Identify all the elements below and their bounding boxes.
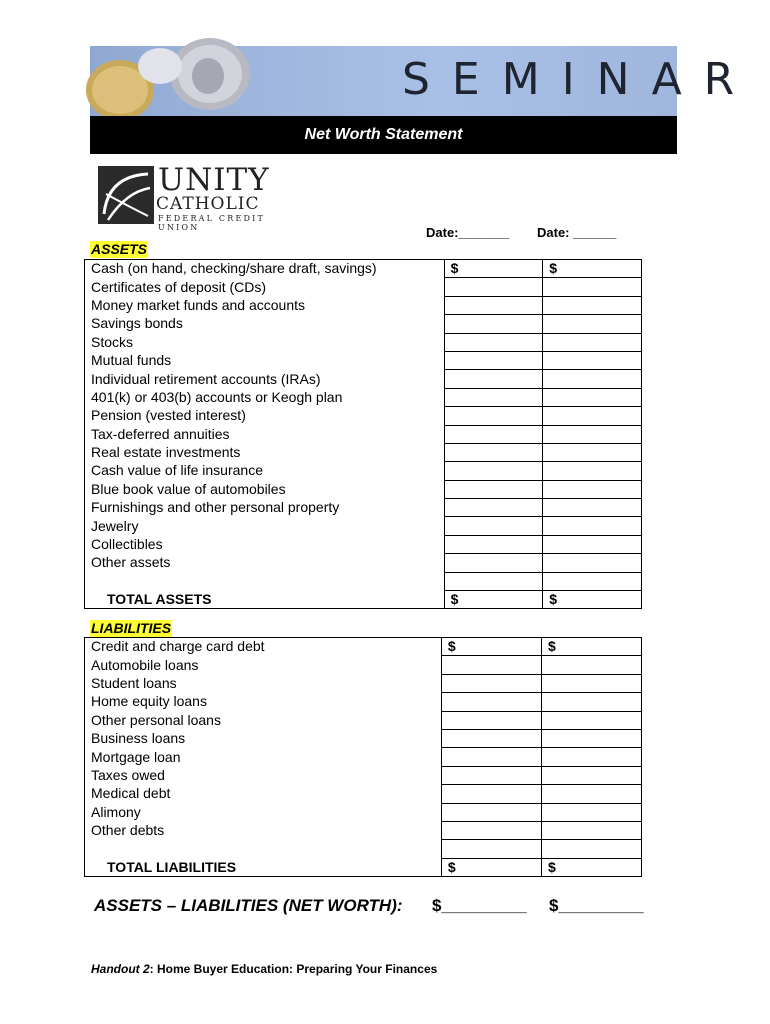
liabilities-amount-cell-1[interactable] (441, 858, 541, 876)
assets-item-label: Cash (on hand, checking/share draft, savings) (85, 260, 445, 278)
assets-amount-cell-1[interactable] (444, 333, 543, 351)
assets-item-label: Mutual funds (85, 351, 445, 369)
liabilities-amount-cell-2[interactable] (541, 693, 641, 711)
assets-amount-cell-1[interactable] (444, 296, 543, 314)
table-row (85, 554, 642, 572)
seminar-banner (90, 46, 757, 116)
assets-amount-cell-1[interactable] (444, 425, 543, 443)
assets-item-label: Tax-deferred annuities (85, 425, 445, 443)
footer-text: : Home Buyer Education: Preparing Your Finances (149, 962, 438, 976)
assets-amount-cell-2[interactable] (543, 278, 642, 296)
banner-title: SEMINAR (402, 54, 757, 105)
assets-table (84, 259, 642, 609)
assets-heading: ASSETS (91, 241, 148, 257)
table-row (85, 674, 642, 692)
footer (91, 962, 437, 976)
liabilities-table (84, 637, 642, 877)
assets-amount-cell-1[interactable] (444, 260, 543, 278)
liabilities-total-row (85, 858, 642, 876)
liabilities-item-label: Taxes owed (85, 766, 442, 784)
table-row (85, 785, 642, 803)
assets-item-label: Other assets (85, 554, 445, 572)
assets-item-label: Furnishings and other personal property (85, 499, 445, 517)
dollar-sign: $ (447, 858, 456, 875)
assets-amount-cell-1[interactable] (444, 591, 543, 609)
liabilities-amount-cell-1[interactable] (441, 638, 541, 656)
table-row (85, 693, 642, 711)
liabilities-amount-cell-2[interactable] (541, 840, 641, 858)
assets-item-label: Certificates of deposit (CDs) (85, 278, 445, 296)
liabilities-amount-cell-1[interactable] (441, 766, 541, 784)
logo-catholic: CATHOLIC (156, 194, 260, 214)
liabilities-amount-cell-2[interactable] (541, 711, 641, 729)
table-row (85, 388, 642, 406)
liabilities-amount-cell-1[interactable] (441, 693, 541, 711)
assets-amount-cell-2[interactable] (543, 370, 642, 388)
assets-amount-cell-2[interactable] (543, 407, 642, 425)
liabilities-amount-cell-1[interactable] (441, 748, 541, 766)
liabilities-item-label: Student loans (85, 674, 442, 692)
assets-amount-cell-1[interactable] (444, 278, 543, 296)
net-worth-label: ASSETS – LIABILITIES (NET WORTH): (94, 896, 403, 915)
assets-amount-cell-2[interactable] (543, 333, 642, 351)
blank-cell (85, 840, 442, 858)
assets-amount-cell-2[interactable] (543, 443, 642, 461)
assets-amount-cell-2[interactable] (543, 591, 642, 609)
assets-amount-cell-1[interactable] (444, 554, 543, 572)
table-row (85, 638, 642, 656)
table-row (85, 333, 642, 351)
unity-catholic-logo (98, 162, 278, 232)
dollar-sign: $ (547, 638, 556, 655)
assets-amount-cell-1[interactable] (444, 351, 543, 369)
liabilities-amount-cell-2[interactable] (541, 803, 641, 821)
table-row (85, 729, 642, 747)
table-row (85, 443, 642, 461)
logo-mark-icon (98, 166, 154, 224)
net-worth-col1: $_________ (432, 896, 527, 915)
liabilities-amount-cell-2[interactable] (541, 766, 641, 784)
liabilities-heading: LIABILITIES (91, 620, 172, 636)
dollar-sign: $ (447, 638, 456, 655)
assets-amount-cell-2[interactable] (543, 425, 642, 443)
assets-item-label: Collectibles (85, 535, 445, 553)
assets-amount-cell-2[interactable] (543, 315, 642, 333)
liabilities-item-label: Mortgage loan (85, 748, 442, 766)
assets-amount-cell-2[interactable] (543, 296, 642, 314)
assets-amount-cell-1[interactable] (444, 535, 543, 553)
table-row (85, 656, 642, 674)
assets-item-label: Blue book value of automobiles (85, 480, 445, 498)
liabilities-amount-cell-2[interactable] (541, 858, 641, 876)
assets-item-label: Jewelry (85, 517, 445, 535)
assets-amount-cell-1[interactable] (444, 480, 543, 498)
liabilities-amount-cell-2[interactable] (541, 748, 641, 766)
assets-amount-cell-1[interactable] (444, 370, 543, 388)
liabilities-amount-cell-1[interactable] (441, 821, 541, 839)
assets-amount-cell-1[interactable] (444, 517, 543, 535)
table-row (85, 803, 642, 821)
table-row (85, 711, 642, 729)
table-row (85, 748, 642, 766)
liabilities-item-label: Credit and charge card debt (85, 638, 442, 656)
assets-amount-cell-2[interactable] (543, 572, 642, 590)
footer-handout: Handout 2 (91, 962, 150, 976)
date-col1: Date:_______ (426, 225, 510, 240)
liabilities-amount-cell-2[interactable] (541, 656, 641, 674)
dollar-sign: $ (547, 858, 556, 875)
assets-item-label: Money market funds and accounts (85, 296, 445, 314)
assets-amount-cell-1[interactable] (444, 443, 543, 461)
assets-amount-cell-2[interactable] (543, 260, 642, 278)
assets-amount-cell-1[interactable] (444, 499, 543, 517)
dollar-sign: $ (549, 260, 558, 277)
table-row (85, 370, 642, 388)
dollar-sign: $ (549, 591, 558, 608)
liabilities-item-label: Other debts (85, 821, 442, 839)
liabilities-item-label: Business loans (85, 729, 442, 747)
liabilities-amount-cell-1[interactable] (441, 729, 541, 747)
table-row (85, 260, 642, 278)
dollar-sign: $ (450, 591, 459, 608)
liabilities-item-label: Other personal loans (85, 711, 442, 729)
liabilities-amount-cell-1[interactable] (441, 674, 541, 692)
assets-amount-cell-2[interactable] (543, 517, 642, 535)
assets-amount-cell-2[interactable] (543, 480, 642, 498)
table-row (85, 480, 642, 498)
table-row (85, 462, 642, 480)
assets-item-label: Savings bonds (85, 315, 445, 333)
liabilities-item-label: Automobile loans (85, 656, 442, 674)
table-row (85, 278, 642, 296)
table-row (85, 840, 642, 858)
liabilities-amount-cell-1[interactable] (441, 785, 541, 803)
liabilities-item-label: Medical debt (85, 785, 442, 803)
assets-item-label: Real estate investments (85, 443, 445, 461)
table-row (85, 821, 642, 839)
coins-image (90, 46, 260, 116)
date-col2: Date: ______ (537, 225, 617, 240)
assets-item-label: Individual retirement accounts (IRAs) (85, 370, 445, 388)
assets-total-label: TOTAL ASSETS (85, 591, 445, 609)
liabilities-amount-cell-1[interactable] (441, 656, 541, 674)
assets-amount-cell-2[interactable] (543, 554, 642, 572)
assets-total-row (85, 591, 642, 609)
liabilities-amount-cell-1[interactable] (441, 803, 541, 821)
table-row (85, 315, 642, 333)
assets-amount-cell-2[interactable] (543, 351, 642, 369)
assets-amount-cell-1[interactable] (444, 462, 543, 480)
assets-amount-cell-1[interactable] (444, 572, 543, 590)
table-row (85, 351, 642, 369)
liabilities-amount-cell-2[interactable] (541, 674, 641, 692)
logo-unity: UNITY (158, 162, 270, 198)
liabilities-amount-cell-2[interactable] (541, 785, 641, 803)
page-title: Net Worth Statement (90, 116, 677, 154)
liabilities-item-label: Home equity loans (85, 693, 442, 711)
liabilities-amount-cell-2[interactable] (541, 729, 641, 747)
assets-item-label: 401(k) or 403(b) accounts or Keogh plan (85, 388, 445, 406)
liabilities-amount-cell-2[interactable] (541, 638, 641, 656)
assets-amount-cell-1[interactable] (444, 407, 543, 425)
assets-amount-cell-2[interactable] (543, 535, 642, 553)
table-row (85, 499, 642, 517)
table-row (85, 517, 642, 535)
table-row (85, 425, 642, 443)
assets-item-label: Cash value of life insurance (85, 462, 445, 480)
blank-cell (85, 572, 445, 590)
net-worth-col2: $_________ (549, 896, 644, 915)
table-row (85, 407, 642, 425)
table-row (85, 296, 642, 314)
liabilities-amount-cell-2[interactable] (541, 821, 641, 839)
dollar-sign: $ (450, 260, 459, 277)
table-row (85, 572, 642, 590)
assets-item-label: Stocks (85, 333, 445, 351)
liabilities-item-label: Alimony (85, 803, 442, 821)
assets-amount-cell-2[interactable] (543, 499, 642, 517)
liabilities-amount-cell-1[interactable] (441, 711, 541, 729)
assets-amount-cell-1[interactable] (444, 388, 543, 406)
logo-fcu: FEDERAL CREDIT UNION (158, 214, 265, 232)
assets-item-label: Pension (vested interest) (85, 407, 445, 425)
liabilities-total-label: TOTAL LIABILITIES (85, 858, 442, 876)
assets-amount-cell-1[interactable] (444, 315, 543, 333)
assets-amount-cell-2[interactable] (543, 388, 642, 406)
table-row (85, 766, 642, 784)
liabilities-amount-cell-1[interactable] (441, 840, 541, 858)
table-row (85, 535, 642, 553)
assets-amount-cell-2[interactable] (543, 462, 642, 480)
